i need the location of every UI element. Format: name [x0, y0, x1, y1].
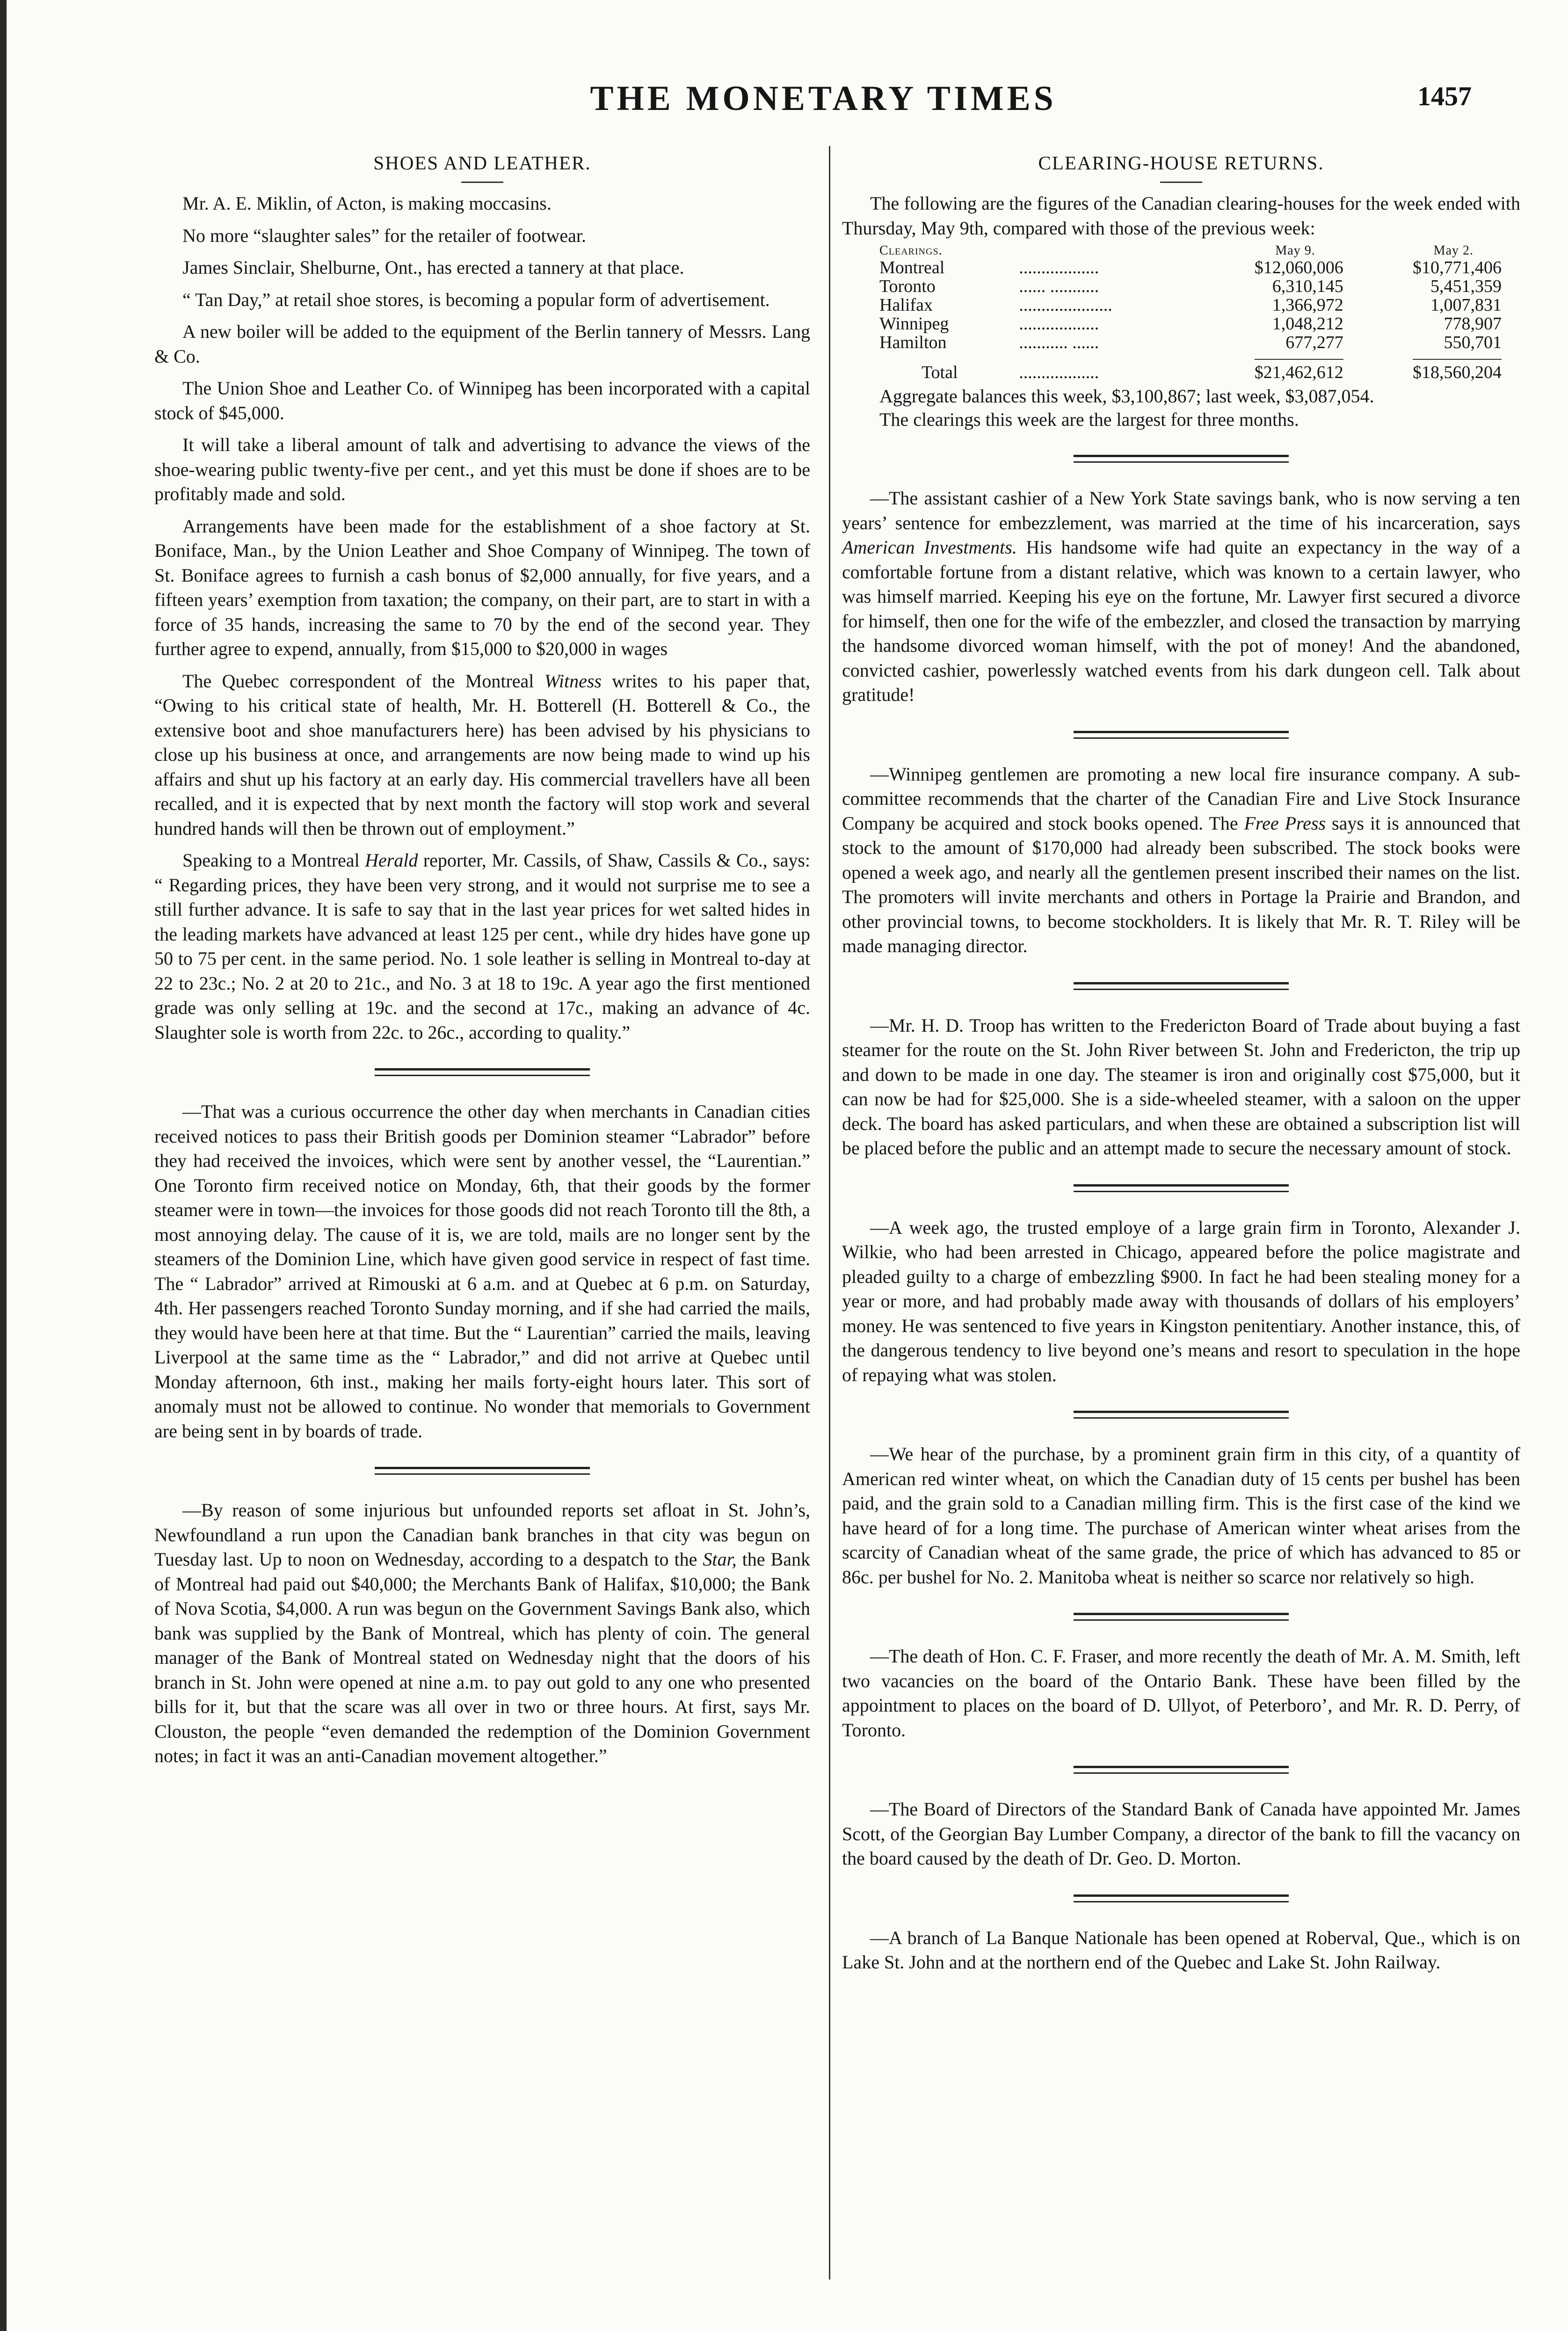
shoes-item: Mr. A. E. Miklin, of Acton, is making moccasins.: [182, 193, 552, 214]
newspaper-name: Star,: [703, 1549, 737, 1570]
table-row: [879, 296, 1502, 314]
total-may2: $18,560,204: [1343, 352, 1502, 382]
table-header: [1019, 243, 1185, 258]
section-separator: [1074, 731, 1289, 739]
troop-steamer-item: —Mr. H. D. Troop has written to the Fredericton Board of Trade about buying a fast steamer for the route on the St. John River between St. John and Fredericton, the trip up and down to be made in one day. The steamer is iron and originally cost $75,000, but it can now be had for $25,000. She is a side-wheeled steamer, with a saloon on the upper deck. The board has asked particulars, and when these are obtained a subscription list will be placed before the public and an attempt made to secure the necessary amount of stock.: [842, 1014, 1520, 1158]
section-separator: [1074, 1184, 1289, 1192]
shoes-heading: SHOES AND LEATHER.: [373, 152, 591, 174]
right-column: [842, 149, 1520, 1975]
city-name: Montreal: [879, 258, 945, 277]
clearing-heading: CLEARING-HOUSE RETURNS.: [1038, 152, 1324, 174]
may9-value: 1,366,972: [1272, 295, 1343, 315]
newfoundland-bank-run-item: —By reason of some injurious but unfounded reports set afloat in St. John’s, Newfoundland a run upon the Canadian bank branches in that city was begun on Tuesday last. Up to noon on Wednesday, according to a despatch to the Star, the Bank of Montreal had paid out $40,000; the Merchants Bank of Halifax, $10,000; the Bank of Nova Scotia, $4,000. A run was begun on the Government Savings Bank also, which bank was supplied by the Bank of Montreal, which has plenty of coin. The general manager of the Bank of Montreal stated on Wednesday night that the doors of his branch in St. John were opened at nine a.m. to pay out gold to any one who presented bills for it, but that the scare was all over in two or three hours. At first, says Mr. Clouston, the people “even demanded the redemption of the Dominion Government notes; in fact it was an anti-Canadian movement altogether.”: [154, 1500, 810, 1766]
leader-dots: .....................: [1019, 295, 1112, 315]
table-header: May 2.: [1433, 243, 1474, 258]
section-separator: [1074, 1613, 1289, 1621]
banque-nationale-item: —A branch of La Banque Nationale has been opened at Roberval, Que., which is on Lake St. John and at the northern end of the Quebec and Lake St. John Railway.: [842, 1927, 1520, 1973]
aggregate-balances: Aggregate balances this week, $3,100,867; last week, $3,087,054.: [879, 386, 1374, 407]
may9-value: 677,277: [1285, 333, 1343, 352]
may9-value: $12,060,006: [1254, 258, 1343, 277]
shoes-item: “ Tan Day,” at retail shoe stores, is becoming a popular form of advertisement.: [182, 289, 770, 310]
heading-rule: [461, 182, 503, 183]
shoes-item: The Union Shoe and Leather Co. of Winnipeg has been incorporated with a capital stock of $45,000.: [154, 378, 810, 423]
city-name: Hamilton: [879, 333, 947, 352]
standard-bank-item: —The Board of Directors of the Standard Bank of Canada have appointed Mr. James Scott, of the Georgian Bay Lumber Company, a director of the bank to fill the vacancy on the board caused by the death of Dr. Geo. D. Morton.: [842, 1799, 1520, 1869]
newspaper-name: Free Press: [1244, 812, 1326, 834]
table-header: Clearings.: [879, 243, 943, 258]
binding-edge: [0, 0, 7, 2331]
leader-dots: ..................: [1019, 363, 1099, 382]
column-divider: [829, 146, 830, 2280]
leader-dots: ........... ......: [1019, 333, 1099, 352]
may2-value: 1,007,831: [1430, 295, 1502, 315]
may2-value: 778,907: [1444, 314, 1502, 334]
total-may9: $21,462,612: [1185, 352, 1343, 382]
section-separator: [375, 1068, 590, 1076]
newspaper-name: Herald: [365, 850, 418, 871]
may9-value: 6,310,145: [1272, 277, 1343, 296]
page-number: 1457: [1417, 81, 1472, 111]
section-separator: [1074, 982, 1289, 990]
newspaper-name: American Investments.: [842, 537, 1017, 558]
total-row: [879, 352, 1502, 382]
table-header: May 9.: [1275, 243, 1315, 258]
quebec-botterell-item: The Quebec correspondent of the Montreal Witness writes to his paper that, “Owing to his critical state of health, Mr. H. Botterell (H. Botterell & Co., the extensive boot and shoe manufacturers here) has been advised by his physicians to close up his business at once, and arrangements are now being made to wind up his affairs and shut up his factory at an early day. His commercial travellers have all been recalled, and it is expected that by next month the factory will stop work and several hundred hands will then be thrown out of employment.”: [154, 670, 810, 839]
table-row: [879, 314, 1502, 333]
largest-clearings-note: The clearings this week are the largest for three months.: [879, 409, 1299, 430]
city-name: Toronto: [879, 277, 936, 296]
section-separator: [1074, 1766, 1289, 1774]
may2-value: $10,771,406: [1413, 258, 1502, 277]
city-name: Winnipeg: [879, 314, 949, 334]
total-label: Total: [922, 363, 958, 382]
section-separator: [1074, 1894, 1289, 1902]
may2-value: 550,701: [1444, 333, 1502, 352]
leader-dots: ...... ...........: [1019, 277, 1099, 296]
ontario-bank-item: —The death of Hon. C. F. Fraser, and more recently the death of Mr. A. M. Smith, left two vacancies on the board of the Ontario Bank. These have been filled by the appointment to places on the board of D. Ullyot, of Peterboro’, and Mr. R. D. Perry, of Toronto.: [842, 1646, 1520, 1741]
labrador-mail-item: —That was a curious occurrence the other day when merchants in Canadian cities received notices to pass their British goods per Dominion steamer “Labrador” before they had received the invoices, which were sent by another vessel, the “Laurentian.” One Toronto firm received notice on Monday, 6th, that their goods by the former steamer were in town—the invoices for those goods did not reach Toronto till the 8th, a most annoying delay. The cause of it is, we are told, mails are no longer sent by the steamers of the Dominion Line, which have given good service in respect of fast time. The “ Labrador” arrived at Rimouski at 6 a.m. and at Quebec at 6 p.m. on Saturday, 4th. Her passengers reached Toronto Sunday morning, and if she had carried the mails, they would have been here at that time. But the “ Laurentian” carried the mails, leaving Liverpool at the same time as the “ Labrador,” and did not arrive at Quebec until Monday afternoon, 6th inst., making her mails forty-eight hours later. This sort of anomaly must not be allowed to continue. No wonder that memorials to Government are being sent in by boards of trade.: [154, 1101, 810, 1442]
city-name: Halifax: [879, 295, 933, 315]
may9-value: 1,048,212: [1272, 314, 1343, 334]
newspaper-name: Witness: [544, 670, 602, 692]
table-row: [879, 258, 1502, 277]
herald-cassils-item: Speaking to a Montreal Herald reporter, Mr. Cassils, of Shaw, Cassils & Co., says: “ Regarding prices, they have been very strong, and it would not surprise me to see a still further advance. It is safe to say that in the last year prices for wet salted hides in the leading markets have advanced at least 125 per cent., while dry hides have gone up 50 to 75 per cent. in the same period. No. 1 sole leather is selling in Montreal to-day at 22 to 23c.; No. 2 at 20 to 21c., and No. 3 at 18 to 19c. A year ago the first mentioned grade was only selling at 19c. and the second at 17c., making an advance of 4c. Slaughter sole is worth from 22c. to 26c., according to quality.”: [154, 850, 811, 1043]
shoes-item: It will take a liberal amount of talk and advertising to advance the views of the shoe-wearing public twenty-five per cent., and yet this must be done if shoes are to be profitably made and sold.: [154, 434, 810, 504]
table-row: [879, 277, 1502, 296]
cashier-item: —The assistant cashier of a New York State savings bank, who is now serving a ten years’ sentence for embezzlement, was married at the time of his incarceration, says American Investments. His handsome wife had quite an expectancy in the way of a comfortable fortune from a distant relative, which was known to a certain lawyer, who was himself married. Keeping his eye on the fortune, Mr. Lawyer first secured a divorce for himself, then one for the wife of the embezzler, and closed the transaction by marrying the handsome divorced woman himself, with the pot of money! And the abandoned, convicted cashier, powerlessly watched events from his dark dungeon cell. Talk about gratitude!: [842, 488, 1520, 705]
shoes-item: No more “slaughter sales” for the retailer of footwear.: [182, 225, 586, 246]
clearings-table: [879, 243, 1502, 382]
clearing-intro: The following are the figures of the Canadian clearing-houses for the week ended with Thursday, May 9th, compared with those of the previous week:: [842, 193, 1520, 239]
wilkie-item: —A week ago, the trusted employe of a large grain firm in Toronto, Alexander J. Wilkie, who had been arrested in Chicago, appeared before the police magistrate and pleaded guilty to a charge of embezzling $900. In fact he had been stealing money for a year or more, and had probably made away with thousands of dollars of his employers’ money. He was sentenced to five years in Kingston penitentiary. Another instance, this, of the dangerous tendency to live beyond one’s means and resort to speculation in the hope of repaying what was stolen.: [842, 1216, 1520, 1385]
shoes-item: James Sinclair, Shelburne, Ont., has erected a tannery at that place.: [182, 257, 684, 278]
table-header-row: [879, 243, 1502, 258]
wheat-item: —We hear of the purchase, by a prominent grain firm in this city, of a quantity of American red winter wheat, on which the Canadian duty of 15 cents per bushel has been paid, and the grain sold to a Canadian milling firm. This is the first case of the kind we have heard of for a long time. The purchase of American winter wheat arises from the scarcity of Canadian wheat of the same grade, the price of which has advanced to 85 or 86c. per bushel for No. 2. Manitoba wheat is neither so scarce nor relatively so high.: [842, 1443, 1520, 1588]
left-column: [154, 149, 810, 1769]
shoes-item: Arrangements have been made for the establishment of a shoe factory at St. Boniface, Man., by the Union Leather and Shoe Company of Winnipeg. The town of St. Boniface agrees to furnish a cash bonus of $2,000 annually, for five years, and a fifteen years’ exemption from taxation; the company, on their part, are to start in with a force of 35 hands, increasing the same to 70 by the end of the second year. They further agree to expend, annually, from $15,000 to $20,000 in wages: [154, 515, 810, 659]
leader-dots: ..................: [1019, 258, 1099, 277]
section-separator: [375, 1467, 590, 1475]
heading-rule: [1160, 182, 1202, 183]
may2-value: 5,451,359: [1430, 277, 1502, 296]
masthead-title: THE MONETARY TIMES: [590, 79, 1057, 118]
section-separator: [1074, 455, 1289, 463]
table-row: [879, 333, 1502, 352]
shoes-item: A new boiler will be added to the equipment of the Berlin tannery of Messrs. Lang & Co.: [154, 321, 810, 367]
section-separator: [1074, 1411, 1289, 1419]
clearing-notes: [842, 385, 1520, 431]
winnipeg-insurance-item: —Winnipeg gentlemen are promoting a new local fire insurance company. A sub-committee recommends that the charter of the Canadian Fire and Live Stock Insurance Company be acquired and stock books opened. The Free Press says it is announced that stock to the amount of $170,000 had already been subscribed. The stock books were opened a week ago, and nearly all the gentlemen present inscribed their names on the list. The promoters will invite merchants and others in Portage la Prairie and Brandon, and other provincial towns, to become stockholders. It is likely that Mr. R. T. Riley will be made managing director.: [842, 763, 1520, 956]
leader-dots: ..................: [1019, 314, 1099, 334]
